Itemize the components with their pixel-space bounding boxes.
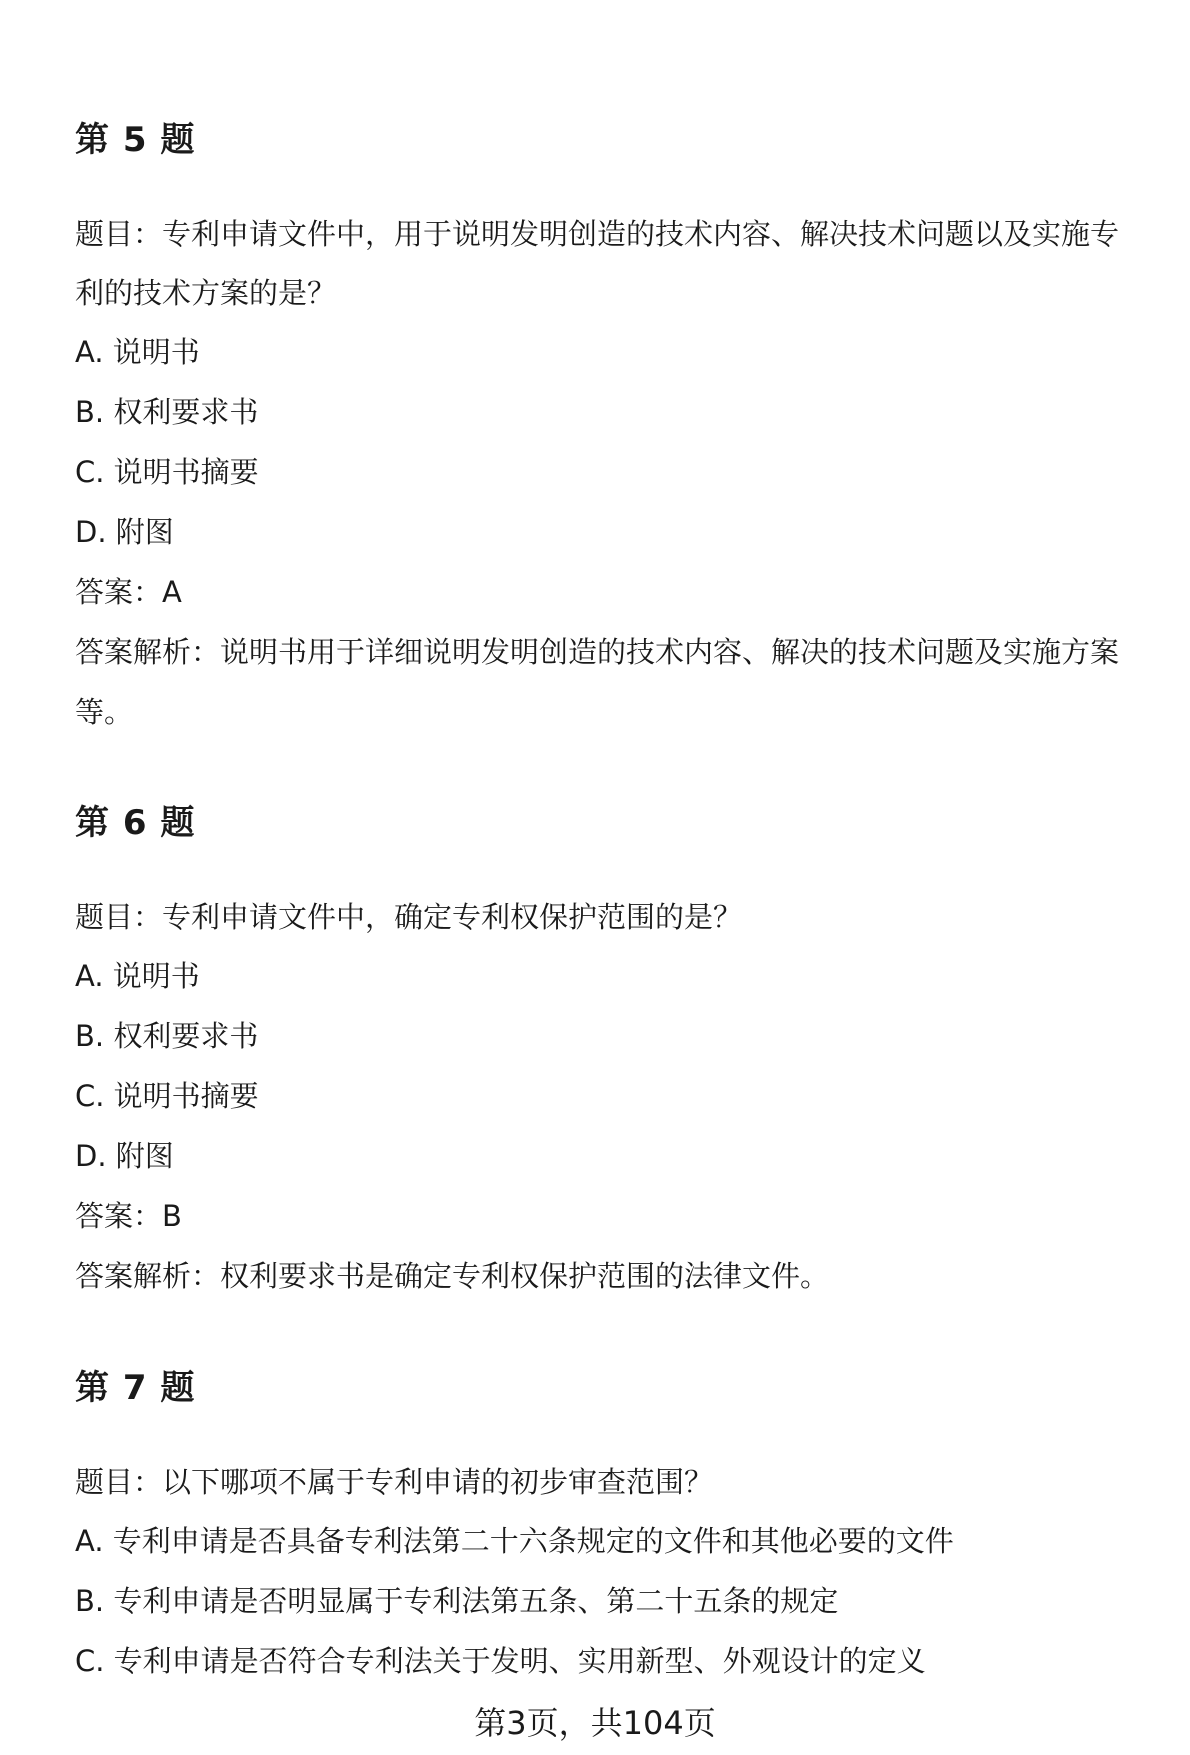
question-5-answer: 答案：A: [75, 575, 182, 609]
question-5-option-d: D. 附图: [75, 515, 174, 549]
question-6-option-a: A. 说明书: [75, 959, 200, 993]
question-5-text-line1: 题目：专利申请文件中，用于说明发明创造的技术内容、解决技术问题以及实施专: [75, 217, 1120, 251]
question-7-text-line1: 题目：以下哪项不属于专利申请的初步审查范围？: [75, 1465, 714, 1499]
question-6-option-b: B. 权利要求书: [75, 1019, 259, 1053]
question-5-option-a: A. 说明书: [75, 335, 200, 369]
question-5-option-b: B. 权利要求书: [75, 395, 259, 429]
question-5-analysis-line2: 等。: [75, 695, 134, 729]
question-5-text-line2: 利的技术方案的是？: [75, 276, 337, 310]
question-6-answer: 答案：B: [75, 1199, 182, 1233]
question-6-analysis-line1: 答案解析：权利要求书是确定专利权保护范围的法律文件。: [75, 1259, 830, 1293]
question-6-text-line1: 题目：专利申请文件中，确定专利权保护范围的是？: [75, 900, 743, 934]
question-7-option-c: C. 专利申请是否符合专利法关于发明、实用新型、外观设计的定义: [75, 1644, 926, 1678]
question-7-option-a: A. 专利申请是否具备专利法第二十六条规定的文件和其他必要的文件: [75, 1524, 954, 1558]
question-5-option-c: C. 说明书摘要: [75, 455, 259, 489]
question-6-option-d: D. 附图: [75, 1139, 174, 1173]
page-footer: 第3页，共104页: [474, 1704, 716, 1742]
question-7-option-b: B. 专利申请是否明显属于专利法第五条、第二十五条的规定: [75, 1584, 839, 1618]
question-5-title: 第 5 题: [75, 120, 196, 160]
question-5-analysis-line1: 答案解析：说明书用于详细说明发明创造的技术内容、解决的技术问题及实施方案: [75, 635, 1120, 669]
question-6-option-c: C. 说明书摘要: [75, 1079, 259, 1113]
question-6-title: 第 6 题: [75, 803, 196, 843]
question-7-title: 第 7 题: [75, 1368, 196, 1408]
